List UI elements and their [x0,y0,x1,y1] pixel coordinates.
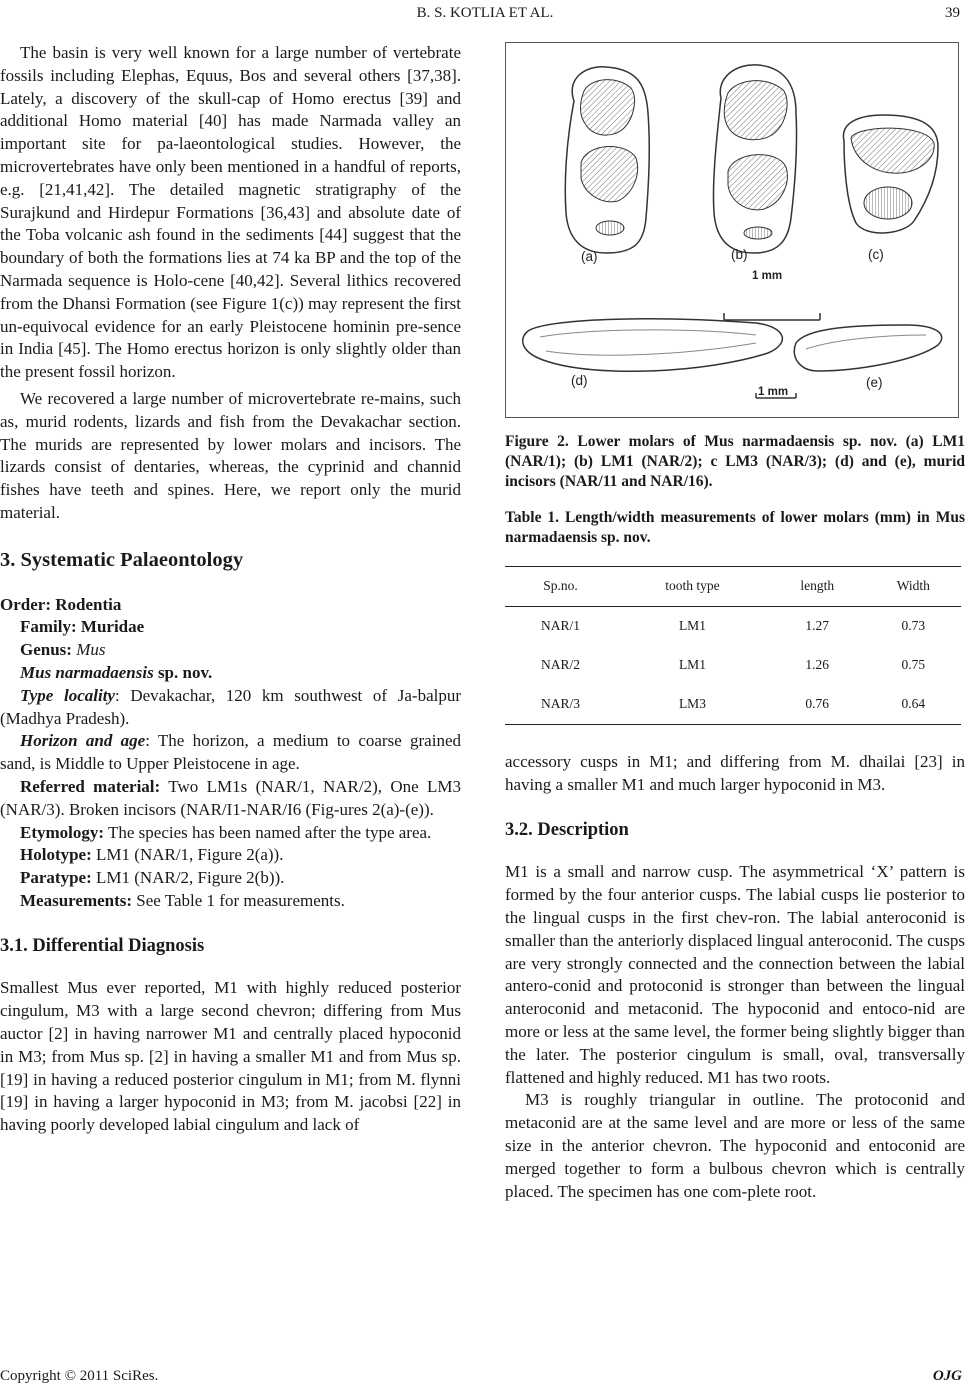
right-column [505,42,965,1203]
paratype-label: Paratype: [20,868,92,888]
type-locality [0,685,461,731]
table-cell: LM3 [616,685,769,725]
table-cell: 0.75 [901,657,926,673]
table-header: length [769,567,866,607]
table-header: Width [866,567,961,607]
table-cell: 0.73 [901,618,926,634]
horizon-age [0,730,461,776]
incisor-d-drawing [523,319,783,371]
measurements [0,890,461,913]
paratype-text: LM1 (NAR/2, Figure 2(b)). [96,868,285,888]
figure-label-a: (a) [581,249,598,264]
table-header-row [505,567,961,607]
table-cell: LM1 [678,618,706,634]
table-cell: NAR/1 [541,618,581,634]
horizon-text: : The horizon, a medium to coarse grained sand, is Middle to Upper Pleistocene in age. [0,731,461,774]
holotype-label: Holotype: [20,845,92,865]
type-locality-text: : Devakachar, 120 km southwest of Ja-balpur (Madhya Pradesh). [0,685,462,728]
table-row [505,685,961,725]
genus-value: Mus [76,640,106,660]
description-paragraph-2: M3 is roughly triangular in outline. The protoconid and metaconid are at the same level and are more or less of the same size in the anterior chevron. The hypoconid and entoconid are merged together to form a bulbous chevron which is centrally placed. The specimen has one com-plete root. [505,1090,965,1201]
table-cell: 0.64 [866,685,961,725]
referred-material [0,776,461,822]
diagnosis-paragraph: Smallest Mus ever reported, M1 with highly reduced posterior cingulum, M3 with a large second chevron; differing from Mus auctor [2] in having narrower M1 and centrally placed hypoconid in M3; from Mus sp. [2] in having a smaller M1 and from Mus sp. [19] in having a reduced posterior cingulum in M1; from M. flynni [19] in having a larger hypoconid in M3; from M. jacobsi [22] in having poorly developed labial cingulum and lack of [0,978,461,1135]
scale-label-top: 1 mm [752,270,783,282]
subsection-title-description: 3.2. Description [505,819,629,840]
molar-drawings [506,43,960,419]
etymology-text: The species has been named after the type area. [108,822,432,842]
table-cell: 1.26 [805,657,830,673]
table-cell: NAR/2 [541,657,581,673]
measurements-text: See Table 1 for measurements. [136,890,345,910]
type-locality-label: Type locality [20,685,115,705]
molar-c-drawing [843,115,938,233]
copyright-text: Copyright © 2011 SciRes. [0,1368,159,1384]
incisor-e-drawing [794,325,941,371]
etymology [0,822,461,845]
figure-label-e: (e) [866,375,883,390]
figure-label-c: (c) [868,247,884,262]
running-title: B. S. KOTLIA ET AL. [416,5,554,21]
journal-abbrev: OJG [932,1368,962,1384]
page-number: 39 [945,5,960,21]
page-header [0,3,970,23]
measurements-table [505,566,961,725]
table-caption: Table 1. Length/width measurements of lower molars (mm) in Mus narmadaensis sp. nov. [505,509,965,546]
table-cell: LM1 [678,657,706,673]
description-paragraph-1: M1 is a small and narrow cusp. The asymmetrical ‘X’ pattern is formed by the four anterior cusps. The labial cusps lie posterior to the lingual cusps in the first chev-ron. The labial anteroconid is smaller than the anteriorly displaced lingual anteroconid. The cusps are very strongly connected and the connection between the labial antero-conid and protoconid is stronger than between the lingual anteroconid and metaconid. The hypoconid and entoco-nid are more or less at the same level, the former being slightly bigger than the later. The posterior cingulum is small, oval, transversally flattened and highly reduced. M1 has two roots. [505,862,965,1087]
molar-b-drawing [713,65,796,253]
figure-caption: Figure 2. Lower molars of Mus narmadaensis sp. nov. (a) LM1 (NAR/1); (b) LM1 (NAR/2); c LM3 (NAR/3); (d) and (e), murid incisors (NAR/11 and NAR/16). [505,433,965,490]
molar-a-drawing [565,67,649,253]
diagnosis-continued: accessory cusps in M1; and differing from M. dhailai [23] in having a smaller M1 and much larger hypoconid in M3. [505,752,965,794]
holotype-text: LM1 (NAR/1, Figure 2(a)). [96,845,284,865]
etymology-label: Etymology: [20,822,105,842]
intro-paragraph-2: We recovered a large number of microvertebrate re-mains, such as, murid rodents, lizards and fish from the Devakachar section. The murids are represented by lower molars and incisors. The lizards consist of dentaries, whereas, the cyprinid and channid fishes have teeth and spines. Here, we report only the murid material. [0,388,461,522]
species-suffix: sp. nov. [157,662,213,682]
table-header: tooth type [616,567,769,607]
section-title: 3. Systematic Palaeontology [0,548,244,571]
scale-label-bottom: 1 mm [758,386,789,398]
figure-2 [505,42,959,418]
table-cell: 1.27 [805,618,830,634]
species-name: Mus narmadaensis [20,662,154,682]
subsection-title-diagnosis: 3.1. Differential Diagnosis [0,935,205,956]
genus-label: Genus: [20,640,72,660]
paratype [0,867,461,890]
intro-paragraph-1: The basin is very well known for a large number of vertebrate fossils including Elephas, Equus, Bos and several others [37,38]. Lately, a discovery of the skull-cap of Homo erectus [39] and additional Homo material [40] has made Narmada valley an important site for pa-laeontological studies. However, the microvertebrates have only been mentioned in a handful of reports, e.g. [21,41,42]. The detailed magnetic stratigraphy of the Surajkund and Hirdepur Formations [36,43] and absolute date of the Toba volcanic ash found in the sediments [44] suggest that the boundary of both the formations lies at 74 ka BP and the top of the Narmada sequence is Holo-cene [40,42]. Several lithics recovered from the Dhansi Formation (see Figure 1(c)) may represent the first un-equivocal evidence for an early Pleistocene hominin pre-sence in India [45]. The Homo erectus horizon is only slightly older than the present fossil horizon. [0,43,461,382]
figure-label-b: (b) [731,247,748,262]
table-header: Sp.no. [505,567,616,607]
referred-label: Referred material: [20,776,161,796]
horizon-label: Horizon and age [20,731,146,751]
holotype [0,844,461,867]
figure-label-d: (d) [571,373,588,388]
table-row [505,646,961,685]
left-column [0,42,461,1137]
genus-line [0,639,461,662]
table-cell: NAR/3 [505,685,616,725]
referred-text: Two LM1s (NAR/1, NAR/2), One LM3 (NAR/3). Broken incisors (NAR/I1-NAR/I6 (Fig-ures 2(a)-(e)). [0,776,462,819]
table-row [505,607,961,647]
order-line: Order: Rodentia [0,594,122,614]
measurements-label: Measurements: [20,890,133,910]
species-line [0,662,461,685]
table-cell: 0.76 [769,685,866,725]
family-line: Family: Muridae [20,617,145,637]
